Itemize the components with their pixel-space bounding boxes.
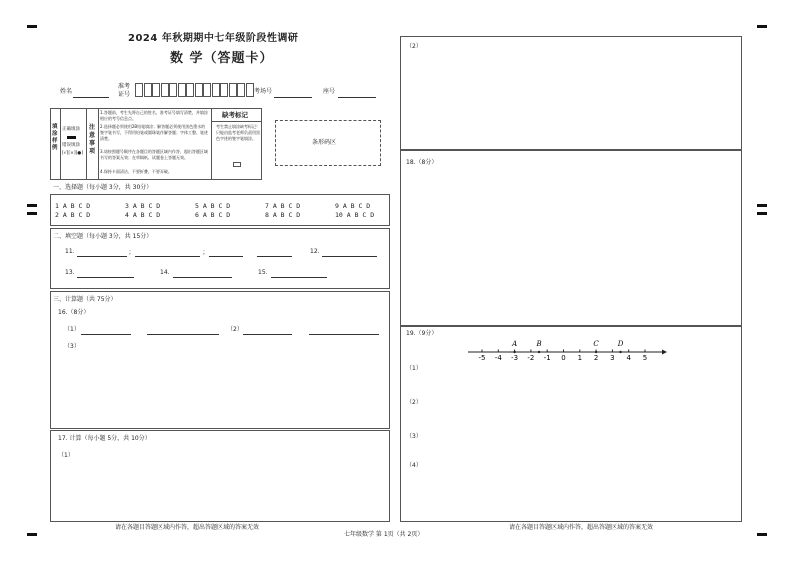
choice-option-row[interactable]: 8 A B C D	[265, 211, 301, 219]
note-2: 2.选择题必须使用2B铅笔填涂；解答题必须使用黑色墨水的签字笔书写，不得用铅笔或圆珠笔作解答题；字体工整、笔迹清楚。	[100, 124, 208, 141]
q16-part1-blank-1[interactable]	[81, 334, 131, 335]
q19-part1: （1）	[406, 365, 422, 372]
choice-option-row[interactable]: 5 A B C D	[195, 202, 231, 210]
number-line-tick-label: -2	[527, 354, 535, 362]
wrong-fill-sample: [√][×][●]	[62, 151, 84, 156]
number-line-point-label: A	[512, 340, 518, 348]
q18-area	[400, 150, 742, 326]
q19-label: 19.（9分）	[406, 330, 438, 337]
corner-mark-bottom-left	[27, 533, 37, 536]
number-line-point	[538, 351, 540, 353]
footer-page: 七年级数学 第 1页（共 2页）	[344, 531, 424, 538]
number-line-point-label: B	[536, 340, 542, 348]
corner-mark-bottom-right	[757, 533, 767, 536]
note-1: 1.答题前，考生先将自己的姓名、准考证号填写清楚，并填涂相应的考号信息点。	[100, 110, 208, 121]
choice-option-row[interactable]: 10 A B C D	[335, 211, 375, 219]
side-mark-right-2	[757, 212, 767, 215]
ticket-digit-cell[interactable]	[186, 83, 194, 97]
q17-area	[50, 430, 390, 522]
side-mark-right-1	[757, 204, 767, 207]
absent-title: 缺考标记	[222, 111, 248, 119]
absent-mark-box[interactable]	[233, 162, 241, 167]
q19-part4: （4）	[406, 462, 422, 469]
number-line	[400, 326, 742, 376]
number-line-point-label: C	[593, 340, 599, 348]
q16-part2-blank-1[interactable]	[243, 334, 292, 335]
q13-label: 13.	[65, 269, 75, 276]
sheet-subtitle: 数 学（答题卡）	[170, 51, 274, 66]
ticket-label-1: 准考	[118, 83, 131, 90]
section2-title: 二、填空题（每小题 3分，共 15分）	[53, 233, 153, 240]
q14-blank[interactable]	[173, 277, 232, 278]
ticket-digit-cell[interactable]	[246, 83, 254, 97]
sample-column-title: 填涂样例	[52, 124, 58, 151]
ticket-digit-cell[interactable]	[220, 83, 228, 97]
q16-part2-blank-2[interactable]	[309, 334, 379, 335]
number-line-tick-label: 2	[593, 354, 599, 362]
q11-sep-1: ;	[129, 249, 132, 256]
ticket-digit-cell[interactable]	[212, 83, 220, 97]
ticket-digit-cell[interactable]	[135, 83, 143, 97]
seat-field[interactable]	[338, 97, 376, 98]
q11-sep-2: ;	[203, 249, 206, 256]
q17-part2: （2）	[406, 43, 422, 50]
number-line-point	[619, 351, 621, 353]
absent-text: 考生禁止填涂缺考标记！只能由监考老师负责用黑色字迹的签字笔填涂。	[216, 124, 260, 141]
number-line-tick-label: -3	[511, 354, 519, 362]
q19-part3: （3）	[406, 433, 422, 440]
q16-part1-blank-2[interactable]	[147, 334, 219, 335]
room-field[interactable]	[274, 97, 312, 98]
right-area-top	[400, 36, 742, 150]
correct-fill-sample	[67, 136, 76, 139]
name-field[interactable]	[73, 97, 109, 98]
wrong-fill-label: 错误填涂	[62, 143, 80, 148]
choice-area	[50, 194, 390, 226]
number-line-tick-label: 3	[610, 354, 615, 362]
footer-right-note: 请在各题目答题区域内作答，超出答题区域的答案无效	[509, 524, 654, 531]
number-line-tick-label: 0	[561, 354, 566, 362]
q11-blank-1[interactable]	[77, 256, 127, 257]
q18-label: 18.（8分）	[406, 159, 438, 166]
number-line-tick-label: -4	[494, 354, 502, 362]
q12-label: 12.	[310, 248, 320, 255]
choice-option-row[interactable]: 2 A B C D	[55, 211, 91, 219]
q13-blank[interactable]	[77, 277, 134, 278]
number-line-arrow	[662, 350, 667, 355]
barcode-label: 条形码区	[312, 139, 337, 146]
number-line-point	[595, 351, 597, 353]
number-line-tick-label: 1	[577, 354, 583, 362]
q11-label: 11.	[65, 248, 75, 255]
q19-part2: （2）	[406, 399, 422, 406]
ticket-digit-cell[interactable]	[178, 83, 186, 97]
calc-area	[50, 291, 390, 429]
number-line-point-label: D	[617, 340, 624, 348]
q17-title: 17. 计算（每小题 5分，共 10分）	[58, 435, 151, 442]
seat-label: 座号	[323, 88, 336, 95]
ticket-digit-cell[interactable]	[152, 83, 160, 97]
q11-blank-4[interactable]	[257, 256, 292, 257]
ticket-digit-cell[interactable]	[161, 83, 169, 97]
q16-part1: （1）	[64, 326, 80, 333]
q16-label: 16.（8分）	[58, 309, 90, 316]
note-4: 4.保持卡面清洁，不要折叠，不要弄破。	[100, 169, 172, 174]
number-line-point	[513, 351, 515, 353]
q15-blank[interactable]	[271, 277, 327, 278]
ticket-label-2: 证号	[118, 91, 131, 98]
q17-part1: （1）	[58, 452, 74, 459]
choice-option-row[interactable]: 9 A B C D	[335, 202, 371, 210]
exam-title: 2024 年秋期期中七年级阶段性调研	[128, 33, 299, 44]
corner-mark-top-right	[757, 25, 767, 28]
ticket-digit-cell[interactable]	[203, 83, 211, 97]
number-line-tick-label: 4	[626, 354, 631, 362]
q11-blank-2[interactable]	[135, 256, 200, 257]
room-label: 考场号	[254, 88, 273, 95]
side-mark-left-1	[27, 204, 37, 207]
ticket-digit-cell[interactable]	[237, 83, 245, 97]
number-line-tick-label: -1	[543, 354, 551, 362]
q16-part2: （2）	[227, 326, 243, 333]
name-label: 姓名	[60, 88, 73, 95]
correct-fill-label: 正确填涂	[62, 127, 80, 132]
q16-part3: （3）	[64, 343, 80, 350]
choice-option-row[interactable]: 4 A B C D	[125, 211, 161, 219]
choice-option-row[interactable]: 6 A B C D	[195, 211, 231, 219]
ticket-digit-cell[interactable]	[144, 83, 152, 97]
number-line-tick-label: 5	[642, 354, 648, 362]
notes-column-title: 注意事项	[89, 124, 96, 155]
q12-blank[interactable]	[322, 256, 377, 257]
side-mark-left-2	[27, 212, 37, 215]
number-line-tick-label: -5	[478, 354, 486, 362]
section1-title: 一、选择题（每小题 3分，共 30分）	[53, 184, 153, 191]
section3-title: 三、计算题（共 75分）	[53, 296, 117, 303]
ticket-digit-cell[interactable]	[195, 83, 203, 97]
q14-label: 14.	[160, 269, 170, 276]
ticket-digit-cell[interactable]	[169, 83, 177, 97]
choice-option-row[interactable]: 1 A B C D	[55, 202, 91, 210]
note-3: 3.请按照题号顺序在各题目的答题区域内作答，超出答题区域书写的答案无效；在草稿纸、试题卷上答题无效。	[100, 149, 208, 160]
q11-blank-3[interactable]	[209, 256, 243, 257]
q15-label: 15.	[258, 269, 268, 276]
corner-mark-top-left	[27, 25, 37, 28]
choice-option-row[interactable]: 7 A B C D	[265, 202, 301, 210]
choice-option-row[interactable]: 3 A B C D	[125, 202, 161, 210]
footer-left-note: 请在各题目答题区域内作答，超出答题区域的答案无效	[115, 524, 260, 531]
ticket-digit-cell[interactable]	[229, 83, 237, 97]
